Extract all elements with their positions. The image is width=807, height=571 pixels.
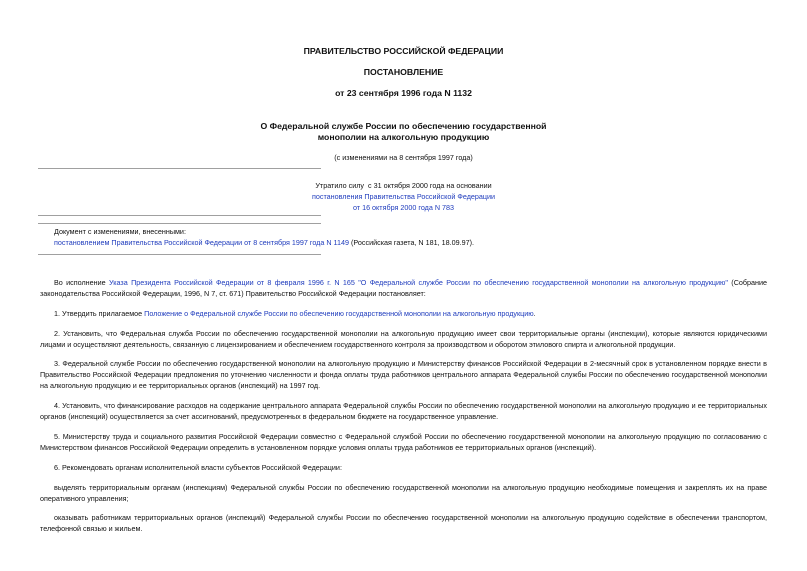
clause-1-text-after: . (533, 308, 536, 318)
separator-line (38, 168, 321, 169)
document-title-line-2: монополии на алкогольную продукцию (317, 132, 490, 142)
preamble-paragraph (40, 277, 767, 299)
clause-4-paragraph: 4. Установить, что финансирование расходов на содержание центрального аппарата Федеральной службы России по обеспечению государственной монополии на алкогольную продукцию и ее территориальных органов (инспекций) осуществляется за счет ассигнований, предусмотренных в федеральном бюджете на государственное управление. (40, 401, 767, 422)
clause-6-paragraph: 6. Рекомендовать органам исполнительной власти субъектов Российской Федерации: (54, 462, 342, 472)
changes-line (54, 237, 474, 248)
repeal-link-line-2-wrap (0, 202, 807, 213)
document-title-line-1: О Федеральной службе России по обеспечению государственной (260, 121, 547, 131)
document-type: ПОСТАНОВЛЕНИЕ (363, 67, 444, 77)
issuing-authority: ПРАВИТЕЛЬСТВО РОССИЙСКОЙ ФЕДЕРАЦИИ (303, 46, 504, 56)
document-body (40, 277, 767, 543)
recommendation-1-paragraph: выделять территориальным органам (инспекциям) Федеральной службы России по обеспечению государственной монополии на алкогольную продукцию необходимые помещения и закреплять их на праве оперативного управления; (40, 482, 767, 503)
separator-line (38, 223, 321, 224)
amending-act-source: (Российская газета, N 181, 18.09.97). (349, 238, 474, 247)
separator-line (38, 215, 321, 216)
preamble-text-after: (Собрание законодательства Российской Федерации, 1996, N 7, ст. 671) Правительство Российской Федерации постановляет: (40, 278, 767, 298)
clause-2-paragraph: 2. Установить, что Федеральная служба России по обеспечению государственной монополии на алкогольную продукцию имеет свои территориальные органы (инспекции), которые являются юридическими лицами и осуществляют деятельность, связанную с лицензированием и обеспечением государственного контроля за производством и оборотом этилового спирта и алкогольной продукции. (40, 328, 767, 349)
recommendation-2-paragraph: оказывать работникам территориальных органов (инспекций) Федеральной службы России по обеспечению государственной монополии на алкогольную продукцию содействие в обеспечении транспортом, телефонной связью и жильем. (40, 513, 767, 534)
amendments-note: (с изменениями на 8 сентября 1997 года) (334, 153, 473, 162)
amending-act-link[interactable]: постановлением Правительства Российской Федерации от 8 сентября 1997 года N 1149 (54, 238, 350, 247)
preamble-text-before: Во исполнение (54, 278, 109, 287)
regulation-link[interactable]: Положение о Федеральной службе России по обеспечению государственной монополии на алкогольную продукцию (144, 308, 534, 318)
document-date-number: от 23 сентября 1996 года N 1132 (335, 88, 472, 98)
clause-1-text-before: 1. Утвердить прилагаемое (54, 308, 145, 318)
clause-5-paragraph: 5. Министерству труда и социального развития Российской Федерации совместно с Федеральной службой России по обеспечению государственной монополии на алкогольную продукцию по согласованию с Министерством финансов Российской Федерации определить в установленном порядке условия оплаты труда работников ее территориальных органов (инспекций). (40, 431, 767, 452)
repeal-link-line-1-wrap (0, 191, 807, 202)
repeal-act-link-date[interactable]: от 16 октября 2000 года N 783 (352, 203, 455, 212)
clause-1-paragraph (40, 308, 767, 319)
presidential-decree-link[interactable]: Указа Президента Российской Федерации от 8 февраля 1996 г. N 165 "О Федеральной службе России по обеспечению государственной монополии на алкогольную продукцию" (108, 278, 728, 287)
repeal-act-link[interactable]: постановления Правительства Российской Федерации (311, 192, 496, 201)
repeal-note: Утратило силу с 31 октября 2000 года на основании (315, 181, 492, 190)
separator-line (38, 254, 321, 255)
changes-heading: Документ с изменениями, внесенными: (54, 227, 186, 236)
clause-3-paragraph: 3. Федеральной службе России по обеспечению государственной монополии на алкогольную продукцию и Министерству финансов Российской Федерации в 2-месячный срок в установленном порядке внести в Правительство Российской Федерации предложения по уточнению численности и фонда оплаты труда работников центрального аппарата Федеральной службы России по обеспечению государственной монополии на алкогольную продукцию и ее территориальных органов (инспекций) на 1997 год. (40, 359, 767, 391)
